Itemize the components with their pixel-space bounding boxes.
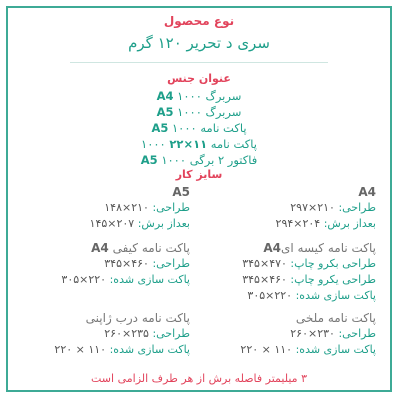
size-box-name: A5 bbox=[172, 185, 190, 199]
size-box-a5: A5 طراحی: ۲۱۰×۱۴۸ بعداز برش: ۲۰۷×۱۴۵ bbox=[30, 184, 190, 232]
material-item: سربرگ A5 ۱۰۰۰ bbox=[156, 105, 242, 119]
size-box-name: پاکت نامه کیسه ایA4 bbox=[263, 241, 376, 255]
size-box-name: پاکت نامه کیفی A4 bbox=[91, 241, 190, 255]
product-series-subtitle: سری د تحریر ۱۲۰ گرم bbox=[128, 34, 270, 52]
size-box-bag-envelope: پاکت نامه کیفی A4 طراحی: ۴۶۰×۳۴۵ پاکت سازی شده: ۲۲۰×۳۰۵ bbox=[30, 240, 190, 288]
divider bbox=[70, 62, 328, 63]
size-box-japanese-flap-envelope: پاکت نامه درب ژاپنی طراحی: ۲۳۵×۲۶۰ پاکت سازی شده: ۱۱۰ × ۲۲۰ bbox=[30, 310, 190, 358]
product-type-title: نوع محصول bbox=[163, 14, 235, 28]
material-item: سربرگ A4 ۱۰۰۰ bbox=[156, 89, 242, 103]
size-box-name: پاکت نامه درب ژاپنی bbox=[85, 311, 190, 325]
size-box-pocket-envelope: پاکت نامه کیسه ایA4 طراحی بکرو چاپ: ۴۷۰×۳۴۵ طراحی یکرو چاپ: ۴۶۰×۳۴۵ پاکت سازی شده: ۲۲۰×۳۰۵ bbox=[216, 240, 376, 304]
size-box-name: A4 bbox=[358, 185, 376, 199]
size-box-name: پاکت نامه ملخی bbox=[295, 311, 376, 325]
material-item: فاکتور ۲ برگی A5 ۱۰۰۰ bbox=[140, 153, 258, 167]
size-box-locust-envelope: پاکت نامه ملخی طراحی: ۲۳۰×۲۶۰ پاکت سازی شده: ۱۱۰ × ۲۲۰ bbox=[216, 310, 376, 358]
material-item: پاکت نامه ۱۱×۲۲ ۱۰۰۰ bbox=[141, 137, 257, 151]
size-title: سایز کار bbox=[175, 168, 223, 181]
product-card bbox=[6, 6, 392, 392]
cutting-margin-note: ۳ میلیمتر فاصله برش از هر طرف الزامی است bbox=[91, 372, 307, 385]
size-box-a4: A4 طراحی: ۲۱۰×۲۹۷ بعداز برش: ۲۰۴×۲۹۴ bbox=[216, 184, 376, 232]
material-item: پاکت نامه A5 ۱۰۰۰ bbox=[151, 121, 247, 135]
material-title: عنوان جنس bbox=[167, 72, 231, 85]
material-list bbox=[8, 88, 390, 168]
